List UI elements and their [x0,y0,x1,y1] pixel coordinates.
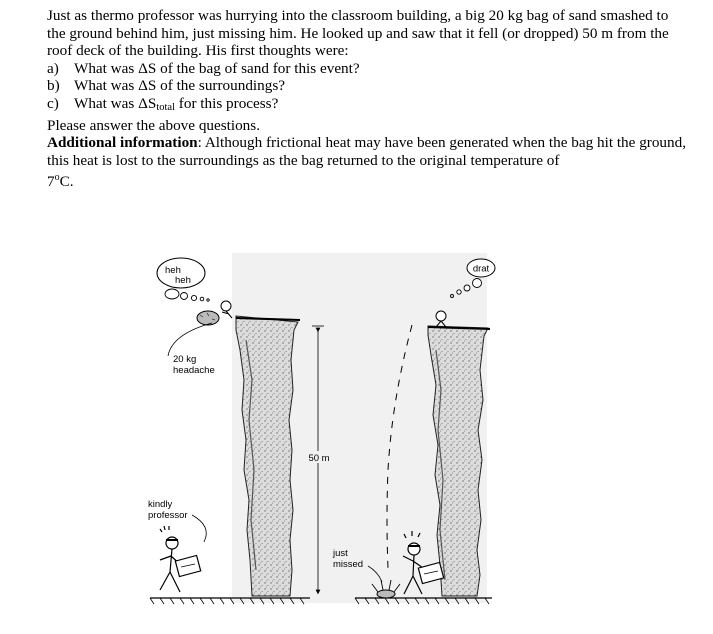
additional-label: Additional information [47,134,198,152]
professor-caption-leader [192,515,206,542]
missed-caption-line2: missed [333,559,364,570]
height-label: 50 m [308,453,330,464]
professor-caption-line1: kindly [148,499,173,510]
question-label: b) [47,77,60,95]
walking-professor [160,526,182,592]
question-c: c) What was $\Delta S_{total}$ for this process? [47,94,279,113]
temperature-unit: C. [59,173,74,191]
sand-bag-top [197,311,219,325]
sand-bag-landed [377,590,395,598]
additional-text: : Although frictional heat may have been generated when the bag hit the ground, this heat is lost to the surroundings as the bag returned to the original temperature of [47,134,687,169]
bag-caption-leader [168,323,212,356]
problem-intro: Just as thermo professor was hurrying into the classroom building, a big 20 kg bag of sand smashed to the ground behind him, just missing him. He looked up and saw that it fell (or dropped) 50 m from the roof deck of the building. His first thoughts were: [47,7,669,60]
temperature-value: 7 [47,173,55,191]
left-thought-line1: heh [165,265,181,276]
rooftop-prankster [221,301,232,318]
instruction-text: Please answer the above questions. [47,116,260,134]
thought-trail-left [165,289,209,301]
bag-caption-line2: headache [173,365,215,376]
left-thought-line2: heh [175,275,191,286]
total-subscript: total [156,101,175,113]
question-label: a) [47,59,59,77]
bag-caption-line1: 20 kg [173,354,197,365]
briefcase-left [175,555,200,576]
professor-caption-line2: professor [148,510,188,521]
degree-symbol: o [54,172,60,184]
question-b: b) What was ΔS of the surroundings? [47,77,285,95]
question-label: c) [47,94,59,112]
right-thought: drat [472,263,490,275]
missed-caption-line1: just [333,548,348,559]
question-a: a) What was ΔS of the bag of sand for this event? [47,59,360,77]
